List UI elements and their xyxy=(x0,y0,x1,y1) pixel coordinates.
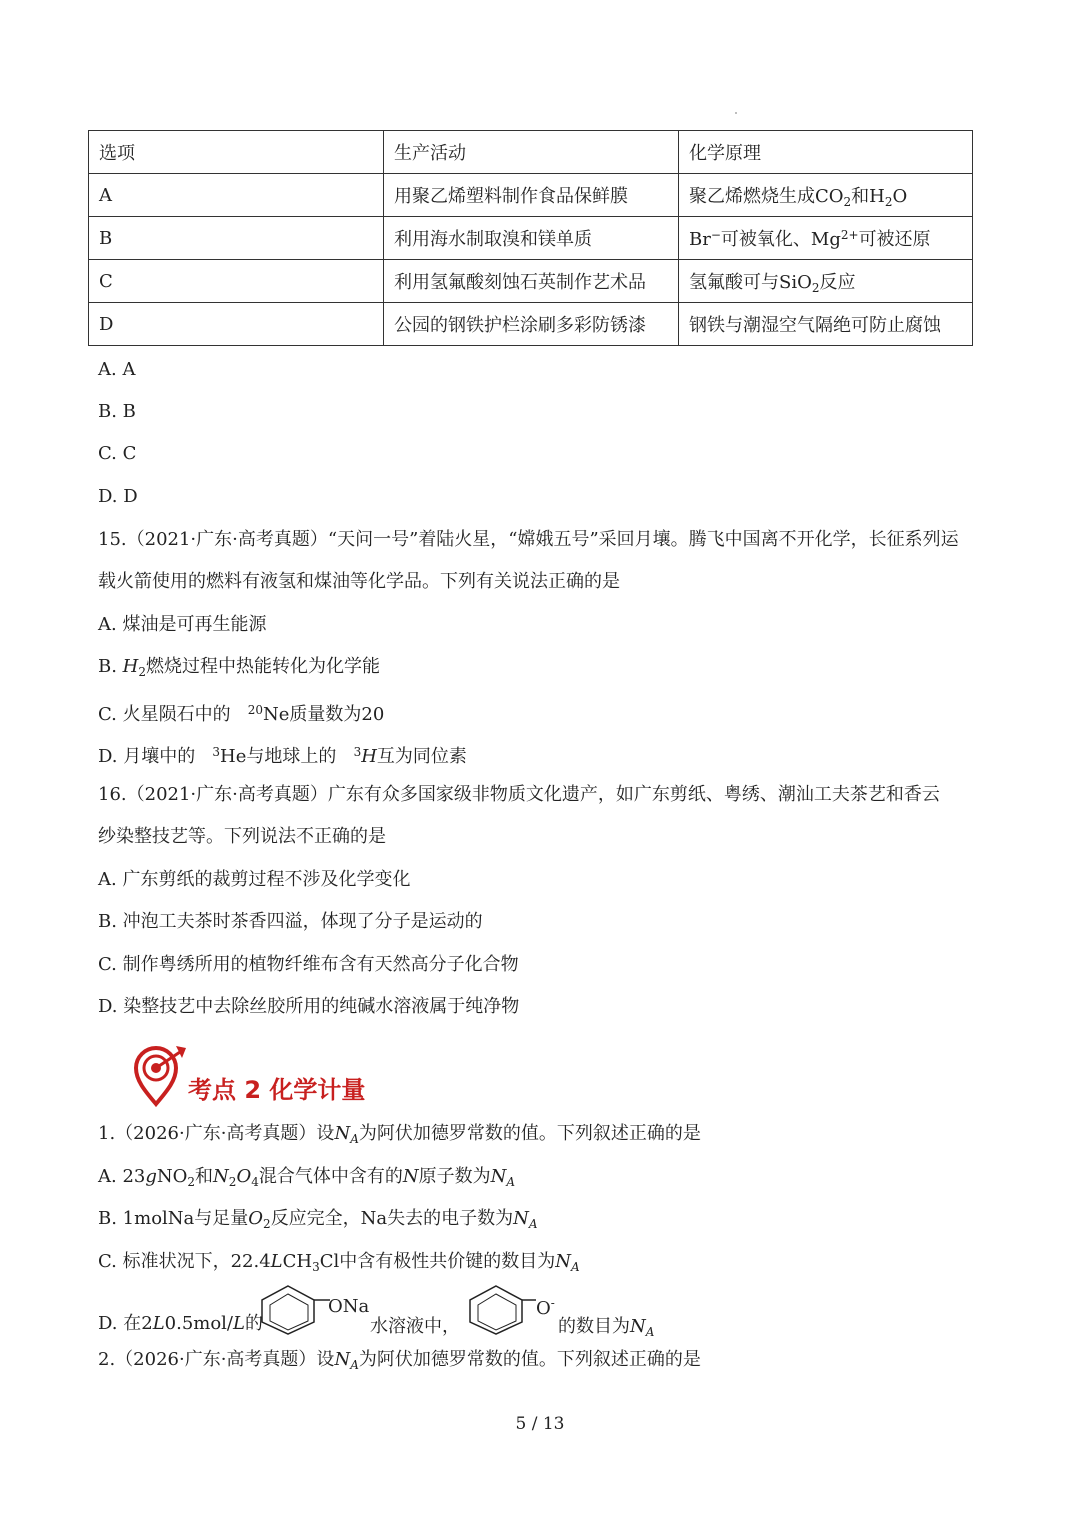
table-cell-activity: 公园的钢铁护栏涂刷多彩防锈漆 xyxy=(384,303,679,346)
s2-q1-option-c: C. 标准状况下，$22.4LCH_3Cl$中含有极性共价键的数目为$N_A$ xyxy=(98,1251,580,1274)
s2-q1-stem: 1.（2026·广东·高考真题）设$N_A$为阿伏加德罗常数的值。下列叙述正确的是 xyxy=(98,1123,701,1146)
table-cell-principle: 氢氟酸可与SiO$_2$反应 xyxy=(679,260,973,303)
ona-label: ONa xyxy=(328,1296,370,1317)
table-row xyxy=(89,217,973,260)
table-cell-option: A xyxy=(89,174,384,217)
q15-option-b: B. $H_2$燃烧过程中热能转化为化学能 xyxy=(98,656,381,679)
q15-option-a: A. 煤油是可再生能源 xyxy=(98,614,267,635)
phenoxide-ion-structure xyxy=(466,1284,538,1336)
table-header-row xyxy=(89,131,973,174)
table-header-cell: 生产活动 xyxy=(384,131,679,174)
table-header-cell: 选项 xyxy=(89,131,384,174)
scan-speck xyxy=(735,112,737,114)
s2-q1-option-b: B. 1molNa与足量$O_2$反应完全，Na失去的电子数为$N_A$ xyxy=(98,1208,538,1231)
count-text: 的数目为$N_A$ xyxy=(558,1316,655,1339)
q16-option-b: B. 冲泡工夫茶时茶香四溢，体现了分子是运动的 xyxy=(98,911,483,932)
s2-q2-stem: 2.（2026·广东·高考真题）设$N_A$为阿伏加德罗常数的值。下列叙述正确的是 xyxy=(98,1349,701,1372)
page-number: 5 / 13 xyxy=(515,1414,565,1434)
q15-stem-line1: 15.（2021·广东·高考真题）“天问一号”着陆火星，“嫦娥五号”采回月壤。腾飞中国离不开化学，长征系列运 xyxy=(98,529,959,550)
table-row xyxy=(89,260,973,303)
table-cell-activity: 利用氢氟酸刻蚀石英制作艺术品 xyxy=(384,260,679,303)
q14-option-b: B. B xyxy=(98,401,136,422)
phenoxide-sodium-structure xyxy=(258,1284,330,1336)
table-cell-option: C xyxy=(89,260,384,303)
q16-option-c: C. 制作粤绣所用的植物纤维布含有天然高分子化合物 xyxy=(98,954,519,975)
table-cell-activity: 利用海水制取溴和镁单质 xyxy=(384,217,679,260)
table-header-cell: 化学原理 xyxy=(679,131,973,174)
q15-option-d: D. 月壤中的 $^3$He与地球上的 $^3$H互为同位素 xyxy=(98,745,467,767)
table-cell-principle: 聚乙烯燃烧生成$CO_2$和$H_2O$ xyxy=(679,174,973,217)
section-heading xyxy=(130,1038,430,1108)
table-cell-activity: 用聚乙烯塑料制作食品保鲜膜 xyxy=(384,174,679,217)
target-pin-icon xyxy=(130,1038,190,1108)
s2-q1-option-d: D. 在2L0.5mol/L的 xyxy=(98,1313,263,1334)
q14-option-a: A. A xyxy=(98,359,136,380)
q14-option-c: C. C xyxy=(98,443,137,464)
table-cell-option: D xyxy=(89,303,384,346)
q14-option-d: D. D xyxy=(98,486,138,507)
table-row xyxy=(89,303,973,346)
table-cell-option: B xyxy=(89,217,384,260)
q16-option-d: D. 染整技艺中去除丝胶所用的纯碱水溶液属于纯净物 xyxy=(98,996,520,1017)
o-minus-label: O- xyxy=(536,1296,555,1319)
solution-text: 水溶液中， xyxy=(370,1316,460,1337)
table-row xyxy=(89,174,973,217)
q16-stem-line2: 纱染整技艺等。下列说法不正确的是 xyxy=(98,826,386,847)
q15-stem-line2: 载火箭使用的燃料有液氢和煤油等化学品。下列有关说法正确的是 xyxy=(98,571,620,592)
q16-stem-line1: 16.（2021·广东·高考真题）广东有众多国家级非物质文化遗产，如广东剪纸、粤绣、潮汕工夫茶艺和香云 xyxy=(98,784,940,805)
s2-q1-option-a: A. 23gNO$_2$和$N_2O_4$混合气体中含有的N原子数为$N_A$ xyxy=(98,1166,516,1189)
options-table xyxy=(88,130,973,346)
q15-option-c: C. 火星陨石中的 $^{20}$Ne质量数为20 xyxy=(98,703,385,725)
q16-option-a: A. 广东剪纸的裁剪过程不涉及化学变化 xyxy=(98,869,411,890)
table-cell-principle: 钢铁与潮湿空气隔绝可防止腐蚀 xyxy=(679,303,973,346)
section-title: 考点 2 化学计量 xyxy=(188,1076,366,1104)
table-cell-principle: Br−可被氧化、$Mg^{2+}$可被还原 xyxy=(679,217,973,260)
